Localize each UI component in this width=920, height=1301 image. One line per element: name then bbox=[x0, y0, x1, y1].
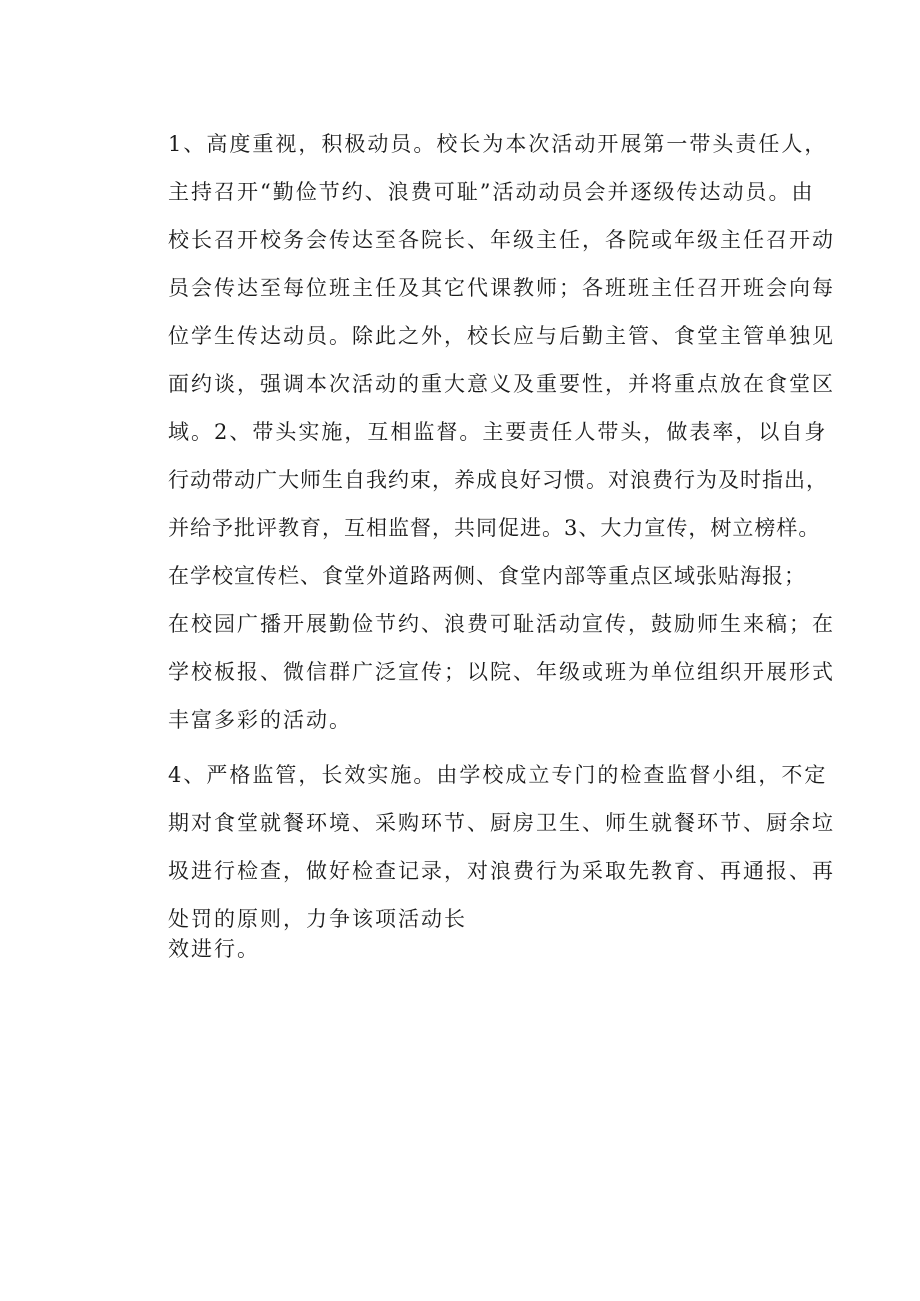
paragraph-2-line-3: 圾进行检查，做好检查记录，对浪费行为采取先教育、再通报、再 bbox=[168, 859, 835, 883]
paragraph-1-line-4: 员会传达至每位班主任及其它代课教师；各班班主任召开班会向每 bbox=[168, 276, 835, 300]
paragraph-1-line-2: 主持召开“勤俭节约、浪费可耻”活动动员会并逐级传达动员。由 bbox=[168, 180, 815, 204]
paragraph-1-line-3: 校长召开校务会传达至各院长、年级主任，各院或年级主任召开动 bbox=[168, 228, 835, 252]
paragraph-2-line-1: 4、严格监管，长效实施。由学校成立专门的检查监督小组，不定 bbox=[168, 763, 828, 787]
paragraph-1-line-7: 域。2、带头实施，互相监督。主要责任人带头，做表率，以自身 bbox=[168, 420, 828, 444]
paragraph-1-line-11: 在校园广播开展勤俭节约、浪费可耻活动宣传，鼓励师生来稿；在 bbox=[168, 612, 835, 636]
paragraph-1-line-13: 丰富多彩的活动。 bbox=[168, 708, 352, 732]
paragraph-1-line-10: 在学校宣传栏、食堂外道路两侧、食堂内部等重点区域张贴海报； bbox=[168, 564, 806, 588]
paragraph-1-line-1: 1、高度重视，积极动员。校长为本次活动开展第一带头责任人， bbox=[168, 132, 828, 156]
paragraph-1-line-6: 面约谈，强调本次活动的重大意义及重要性，并将重点放在食堂区 bbox=[168, 372, 835, 396]
paragraph-2-line-2: 期对食堂就餐环境、采购环节、厨房卫生、师生就餐环节、厨余垃 bbox=[168, 811, 835, 835]
paragraph-2-line-5: 效进行。 bbox=[168, 937, 260, 961]
paragraph-1-line-5: 位学生传达动员。除此之外，校长应与后勤主管、食堂主管单独见 bbox=[168, 324, 835, 348]
paragraph-1-line-9: 并给予批评教育，互相监督，共同促进。3、大力宣传，树立榜样。 bbox=[168, 516, 821, 540]
paragraph-2-line-4: 处罚的原则，力争该项活动长 bbox=[168, 907, 467, 931]
paragraph-1-line-12: 学校板报、微信群广泛宣传；以院、年级或班为单位组织开展形式 bbox=[168, 660, 835, 684]
paragraph-1-line-8: 行动带动广大师生自我约束，养成良好习惯。对浪费行为及时指出， bbox=[168, 468, 828, 492]
